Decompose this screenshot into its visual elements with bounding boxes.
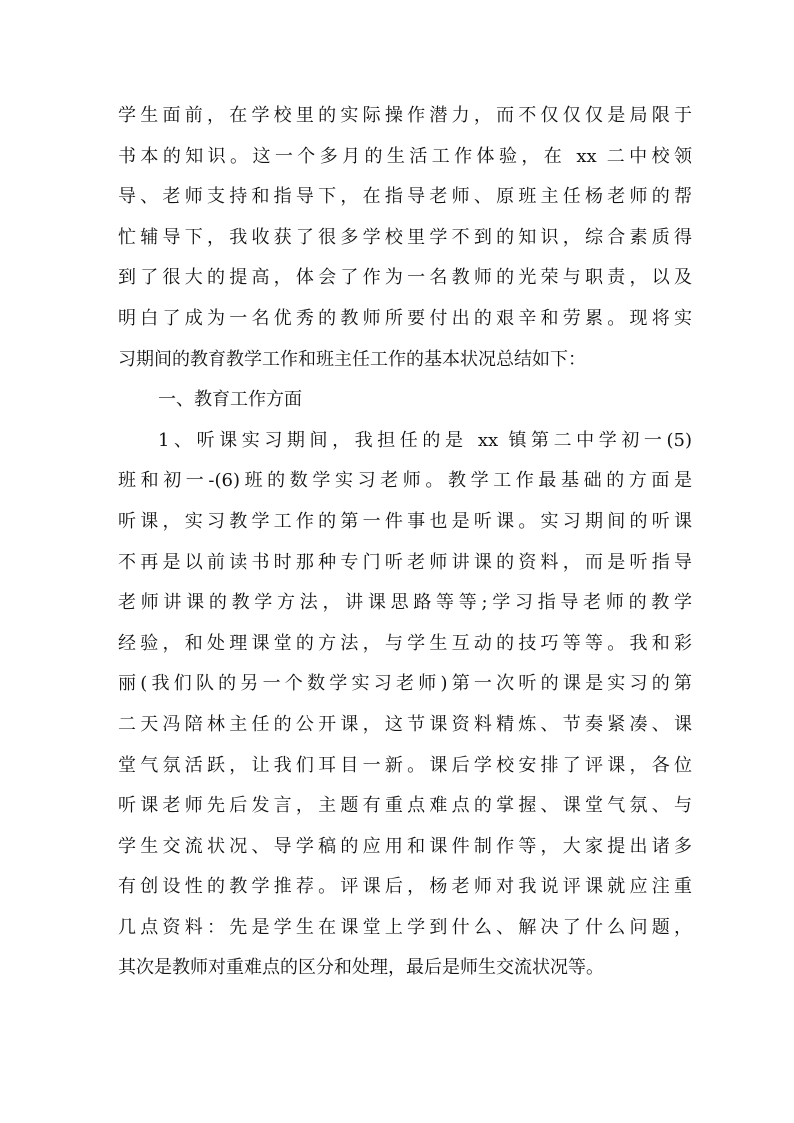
paragraph-line: 忙辅导下，我收获了很多学校里学不到的知识，综合素质得 bbox=[118, 226, 692, 248]
paragraph-line: 明白了成为一名优秀的教师所要付出的艰辛和劳累。现将实 bbox=[118, 307, 692, 329]
body-text bbox=[118, 96, 692, 989]
section-heading: 一、教育工作方面 bbox=[158, 389, 302, 411]
paragraph-line: 丽(我们队的另一个数学实习老师)第一次听的课是实习的第 bbox=[118, 673, 692, 695]
paragraph-line: 其次是教师对重难点的区分和处理，最后是师生交流状况等。 bbox=[118, 957, 604, 979]
paragraph-line: 老师讲课的教学方法，讲课思路等等;学习指导老师的教学 bbox=[118, 592, 692, 614]
paragraph-line: 不再是以前读书时那种专门听老师讲课的资料，而是听指导 bbox=[118, 551, 692, 573]
paragraph-line: 经验，和处理课堂的方法，与学生互动的技巧等等。我和彩 bbox=[118, 632, 692, 654]
paragraph-line: 到了很大的提高，体会了作为一名教师的光荣与职责，以及 bbox=[118, 267, 692, 289]
paragraph-line: 学生面前，在学校里的实际操作潜力，而不仅仅仅是局限于 bbox=[118, 105, 692, 126]
paragraph-line: 几点资料：先是学生在课堂上学到什么、解决了什么问题， bbox=[118, 916, 692, 938]
paragraph-line: 1、听课实习期间，我担任的是 xx 镇第二中学初一(5) bbox=[158, 429, 692, 451]
paragraph-line: 有创设性的教学推荐。评课后，杨老师对我说评课就应注重 bbox=[118, 876, 692, 898]
paragraph-line: 导、老师支持和指导下，在指导老师、原班主任杨老师的帮 bbox=[118, 186, 692, 208]
paragraph-line: 习期间的教育教学工作和班主任工作的基本状况总结如下： bbox=[118, 348, 586, 370]
paragraph-line: 二天冯陪林主任的公开课，这节课资料精炼、节奏紧凑、课 bbox=[118, 713, 692, 735]
paragraph-line: 学生交流状况、导学稿的应用和课件制作等，大家提出诸多 bbox=[118, 835, 692, 857]
paragraph-line: 听课，实习教学工作的第一件事也是听课。实习期间的听课 bbox=[118, 510, 692, 532]
paragraph-line: 班和初一-(6)班的数学实习老师。教学工作最基础的方面是 bbox=[118, 470, 692, 492]
paragraph-line: 书本的知识。这一个多月的生活工作体验，在 xx 二中校领 bbox=[118, 145, 692, 167]
paragraph-line: 堂气氛活跃，让我们耳目一新。课后学校安排了评课，各位 bbox=[118, 754, 692, 776]
paragraph-line: 听课老师先后发言，主题有重点难点的掌握、课堂气氛、与 bbox=[118, 795, 692, 817]
